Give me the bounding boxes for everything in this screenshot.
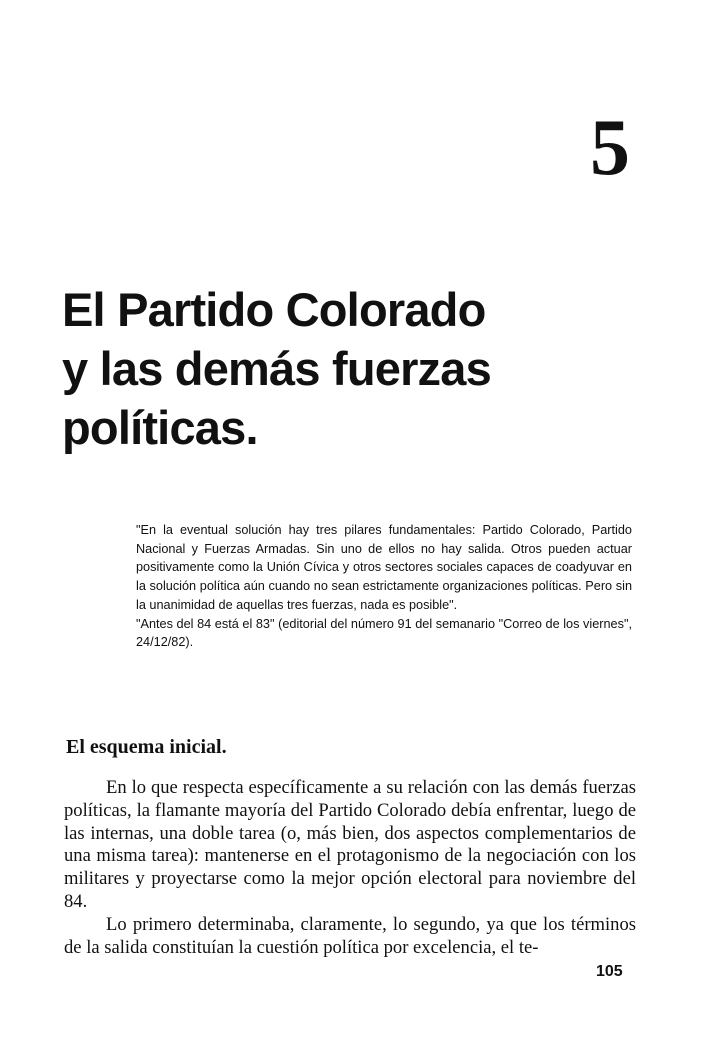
- page-number: 105: [596, 963, 623, 980]
- body-paragraph-2: Lo primero determinaba, claramente, lo segundo, ya que los términos de la salida constituían la cuestión política por excelencia, el te-: [64, 913, 636, 958]
- chapter-title-line-2: y las demás fuerzas: [62, 342, 491, 395]
- chapter-number: 5: [590, 104, 630, 192]
- chapter-title: [62, 280, 542, 457]
- epigraph: [136, 521, 632, 652]
- chapter-title-line-3: políticas.: [62, 401, 258, 454]
- body-text: [64, 777, 636, 959]
- chapter-title-line-1: El Partido Colorado: [62, 283, 486, 336]
- epigraph-quote: "En la eventual solución hay tres pilares fundamentales: Partido Colorado, Partido Nacional y Fuerzas Armadas. Sin uno de ellos no hay salida. Otros pueden actuar positivamente como la Unión Cívica y otros sectores sociales capaces de coadyuvar en la solución política aún cuando no sean estrictamente organizaciones políticas. Pero sin la unanimidad de aquellas tres fuerzas, nada es posible".: [136, 523, 632, 612]
- epigraph-source: "Antes del 84 está el 83" (editorial del número 91 del semanario "Correo de los viernes", 24/12/82).: [136, 616, 632, 650]
- section-heading: El esquema inicial.: [66, 736, 227, 758]
- body-paragraph-1: En lo que respecta específicamente a su relación con las demás fuerzas políticas, la flamante mayoría del Partido Colorado debía enfrentar, luego de las internas, una doble tarea (o, más bien, dos aspectos complementarios de una misma tarea): mantenerse en el protagonismo de la negociación con los militares y proyectarse como la mejor opción electoral para noviembre del 84.: [64, 777, 636, 912]
